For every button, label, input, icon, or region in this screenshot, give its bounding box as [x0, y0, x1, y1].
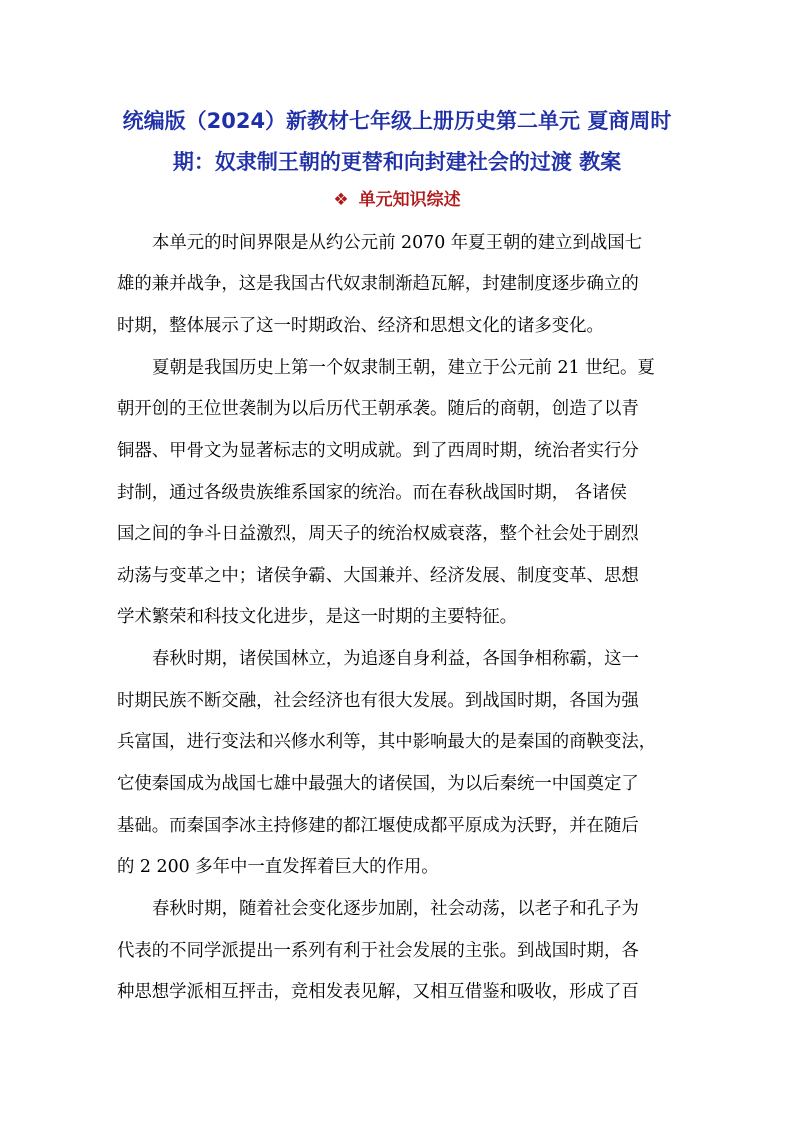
paragraph-line: 雄的兼并战争，这是我国古代奴隶制渐趋瓦解，封建制度逐步确立的	[117, 274, 639, 294]
section-heading	[0, 186, 794, 214]
paragraph-line: 铜器、甲骨文为显著标志的文明成就。到了西周时期，统治者实行分	[117, 441, 639, 461]
diamond-bullet-icon: ❖	[333, 190, 349, 210]
document-title-line-2: 期：奴隶制王朝的更替和向封建社会的过渡 教案	[172, 150, 622, 174]
paragraph-line: 学术繁荣和科技文化进步，是这一时期的主要特征。	[117, 607, 517, 627]
paragraph-line: 种思想学派相互抨击，竞相发表见解，又相互借鉴和吸收，形成了百	[117, 982, 639, 1002]
paragraph-line: 兵富国，进行变法和兴修水利等，其中影响最大的是秦国的商鞅变法，	[117, 732, 657, 752]
paragraph-line: 时期，整体展示了这一时期政治、经济和思想文化的诸多变化。	[117, 316, 604, 336]
paragraph-line: 朝开创的王位世袭制为以后历代王朝承袭。随后的商朝，创造了以青	[117, 399, 639, 419]
paragraph-line: 本单元的时间界限是从约公元前 2070 年夏王朝的建立到战国七	[152, 233, 643, 253]
document-title-line-1: 统编版（2024）新教材七年级上册历史第二单元 夏商周时	[122, 109, 672, 133]
paragraph-line: 春秋时期，诸侯国林立，为追逐自身利益，各国争相称霸，这一	[152, 649, 639, 669]
paragraph-line: 动荡与变革之中；诸侯争霸、大国兼并、经济发展、制度变革、思想	[117, 566, 639, 586]
paragraph-line: 基础。而秦国李冰主持修建的都江堰使成都平原成为沃野，并在随后	[117, 816, 639, 836]
paragraph-line: 代表的不同学派提出一系列有利于社会发展的主张。到战国时期，各	[117, 941, 639, 961]
paragraph-line: 春秋时期，随着社会变化逐步加剧，社会动荡，以老子和孔子为	[152, 899, 639, 919]
paragraph-line: 的 2 200 多年中一直发挥着巨大的作用。	[117, 857, 439, 877]
paragraph-line: 它使秦国成为战国七雄中最强大的诸侯国，为以后秦统一中国奠定了	[117, 774, 639, 794]
paragraph-line: 夏朝是我国历史上第一个奴隶制王朝，建立于公元前 21 世纪。夏	[152, 358, 655, 378]
paragraph-line: 时期民族不断交融，社会经济也有很大发展。到战国时期，各国为强	[117, 691, 639, 711]
paragraph-line: 国之间的争斗日益激烈，周天子的统治权威衰落，整个社会处于剧烈	[117, 524, 639, 544]
section-heading-text: 单元知识综述	[358, 190, 461, 210]
paragraph-line: 封制，通过各级贵族维系国家的统治。而在春秋战国时期， 各诸侯	[117, 483, 627, 503]
